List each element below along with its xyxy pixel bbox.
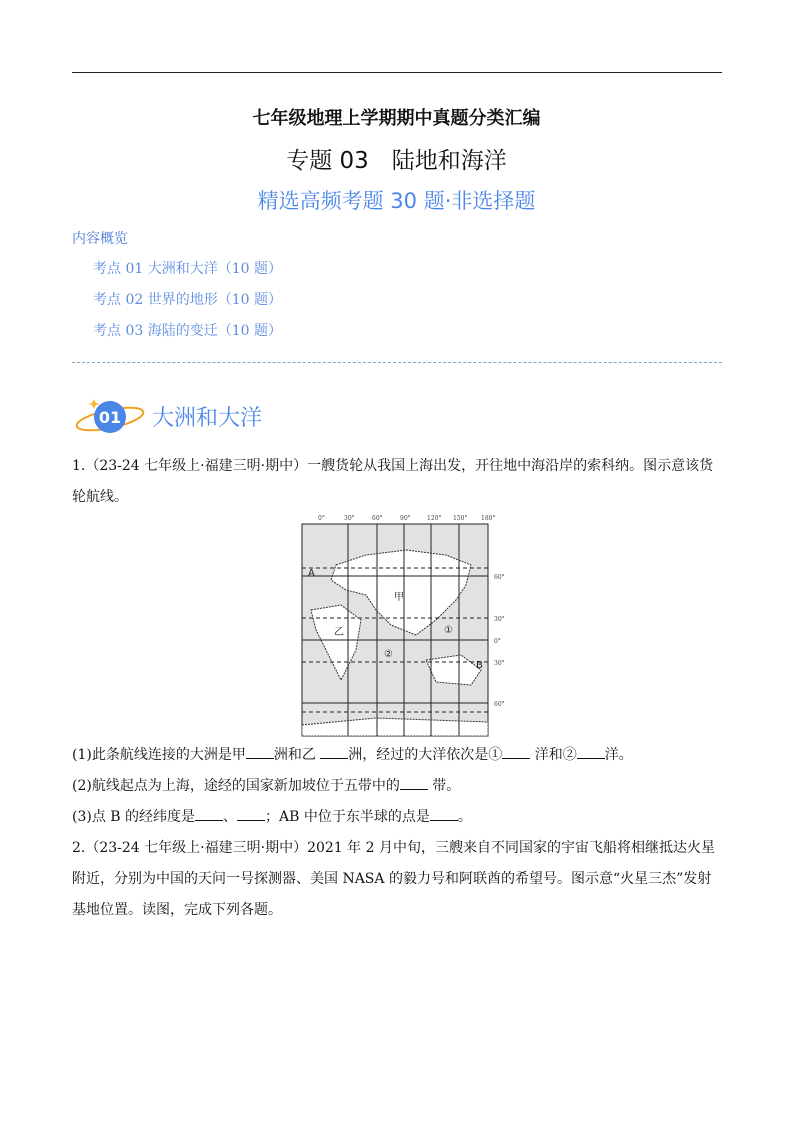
text: 洋。 xyxy=(604,747,633,763)
map-label-yi: 乙 xyxy=(334,627,344,638)
lat-label: 30° xyxy=(494,660,505,667)
lon-label: 120° xyxy=(427,515,442,522)
text: (1)此条航线连接的大洲是甲 xyxy=(72,747,246,763)
map-label-ocean-2: ② xyxy=(384,649,393,660)
text: 、 xyxy=(223,809,238,825)
answer-blank[interactable] xyxy=(430,806,458,821)
map-label-b: B xyxy=(476,660,483,671)
lon-label: 90° xyxy=(400,515,411,522)
answer-blank[interactable] xyxy=(400,775,428,790)
topic-title: 专题 03 陆地和海洋 xyxy=(286,148,507,174)
question-1-part-1 xyxy=(72,740,724,771)
overview-item[interactable]: 考点 01 大洲和大洋（10 题） xyxy=(93,261,282,277)
map-label-ocean-1: ① xyxy=(444,625,453,636)
answer-blank[interactable] xyxy=(320,744,348,759)
lat-label: 60° xyxy=(494,701,505,708)
section-badge-icon xyxy=(72,395,152,439)
answer-blank[interactable] xyxy=(195,806,223,821)
overview-heading: 内容概览 xyxy=(72,231,128,247)
lon-label: 180° xyxy=(481,515,496,522)
text: 带。 xyxy=(427,778,461,794)
question-1-part-2 xyxy=(72,771,724,802)
overview-item[interactable]: 考点 03 海陆的变迁（10 题） xyxy=(93,323,282,339)
map-label-jia: 甲 xyxy=(394,592,404,603)
text: 。 xyxy=(457,809,472,825)
answer-blank[interactable] xyxy=(577,744,605,759)
world-route-map xyxy=(296,510,506,740)
answer-blank[interactable] xyxy=(237,806,265,821)
text: (2)航线起点为上海，途经的国家新加坡位于五带中的 xyxy=(72,778,400,794)
lat-label: 60° xyxy=(494,574,505,581)
lon-label: 0° xyxy=(318,515,325,522)
section-number: 01 xyxy=(98,408,122,427)
lat-label: 30° xyxy=(494,616,505,623)
lon-label: 30° xyxy=(344,515,355,522)
answer-blank[interactable] xyxy=(246,744,274,759)
overview-item[interactable]: 考点 02 世界的地形（10 题） xyxy=(93,292,282,308)
lat-label: 0° xyxy=(494,638,501,645)
lon-label: 150° xyxy=(453,515,468,522)
answer-blank[interactable] xyxy=(502,744,530,759)
series-title: 七年级地理上学期期中真题分类汇编 xyxy=(252,108,541,129)
header-rule xyxy=(72,72,722,73)
text: (3)点 B 的经纬度是 xyxy=(72,809,196,825)
text: 洲，经过的大洋依次是① xyxy=(348,747,503,763)
question-1-part-3 xyxy=(72,802,724,833)
divider xyxy=(72,362,722,363)
question-1-stem: 1.（23-24 七年级上·福建三明·期中）一艘货轮从我国上海出发，开往地中海沿岸的索科纳。图示意该货轮航线。 xyxy=(72,458,714,505)
text: 洲和乙 xyxy=(273,747,321,763)
lon-label: 60° xyxy=(372,515,383,522)
question-2-stem: 2.（23-24 七年级上·福建三明·期中）2021 年 2 月中旬，三艘来自不同国家的宇宙飞船将相继抵达火星附近，分别为中国的天问一号探测器、美国 NASA 的毅力号和阿联酋的希望号。图示意“火星三杰”发射基地位置。读图，完成下列各题。 xyxy=(72,840,715,918)
topic-subtitle: 精选高频考题 30 题·非选择题 xyxy=(257,189,536,213)
map-label-a: A xyxy=(308,568,315,579)
section-title: 大洲和大洋 xyxy=(152,406,263,431)
text: 洋和② xyxy=(530,747,577,763)
text: ；AB 中位于东半球的点是 xyxy=(265,809,430,825)
